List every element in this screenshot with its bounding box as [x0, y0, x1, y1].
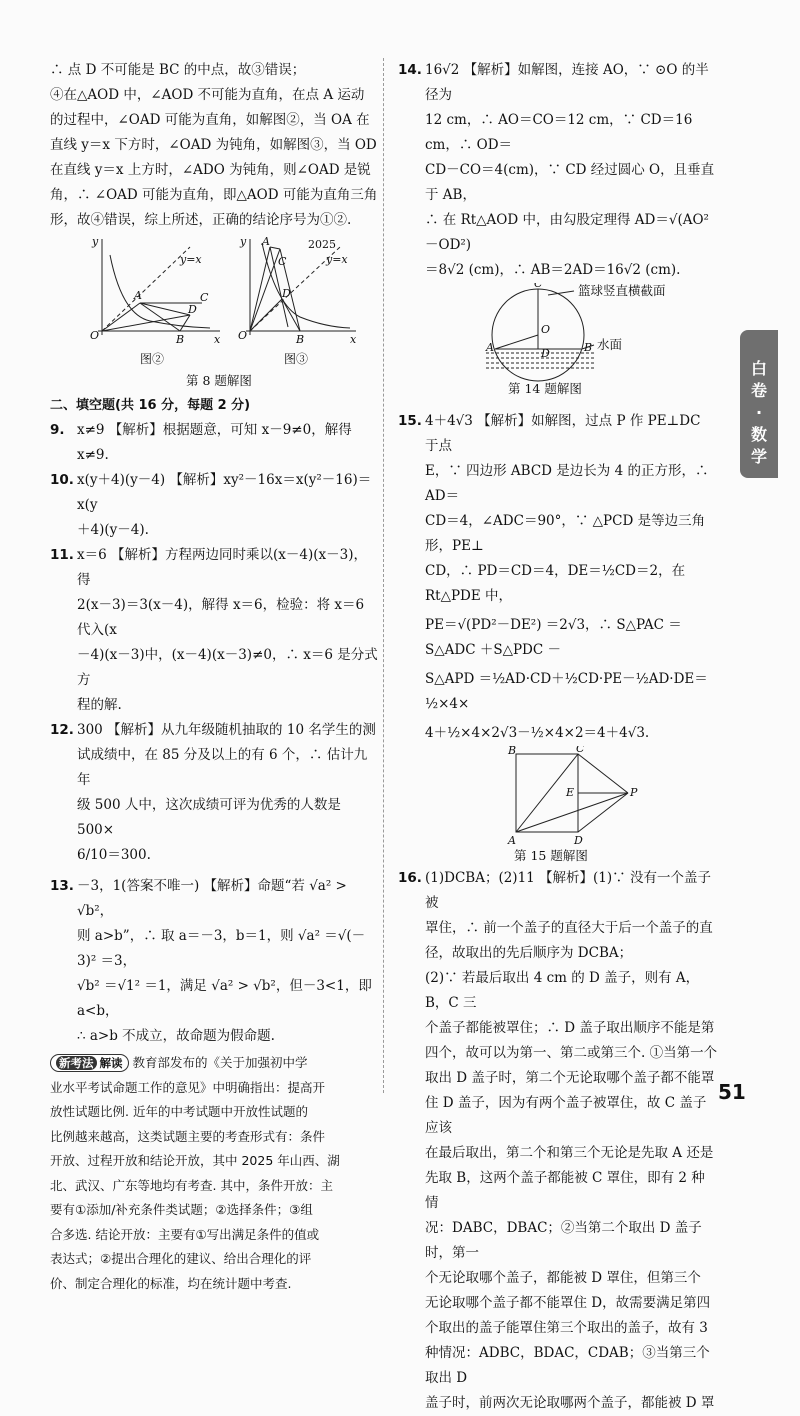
tab-char: 学 — [750, 447, 767, 466]
question-14 — [398, 58, 718, 283]
question-number: 14. — [398, 62, 422, 78]
text-line: 直线 y＝x 下方时，∠OAD 为钝角，如解图③，当 OD — [50, 137, 377, 153]
note-badge — [50, 1054, 129, 1072]
text-line: 取出 D 盖子时，第二个无论取哪个盖子都不能罩 — [425, 1070, 715, 1086]
text-line: 试成绩中，在 85 分及以上的有 6 个，∴ 估计九年 — [77, 747, 368, 788]
text-line: CD，∴ PD＝CD＝4，DE＝½CD＝2，在 Rt△PDE 中， — [425, 563, 686, 604]
figure-label: 篮球竖直横截面 — [578, 283, 666, 298]
sub-caption: 图③ — [284, 352, 309, 366]
text-line: 的过程中，∠OAD 可能为直角，如解图②，当 OA 在 — [50, 112, 370, 128]
text-line: (2)∵ 若最后取出 4 cm 的 D 盖子，则有 A，B，C 三 — [425, 970, 700, 1011]
question-number: 9. — [50, 422, 65, 438]
text-line: 则 a>b”，∴ 取 a＝－3，b＝1，则 √a² ＝√(－3)² ＝3， — [77, 928, 366, 969]
text-line: S△APD ＝½AD·CD＋½CD·PE－½AD·DE＝½×4× — [425, 671, 708, 712]
text-line: 4＋½×4×2√3－½×4×2＝4＋4√3. — [425, 725, 650, 741]
svg-text:A: A — [134, 289, 142, 302]
question-number: 12. — [50, 722, 74, 738]
note-line: 北、武汉、广东等地均有考查. 其中，条件开放：主 — [50, 1177, 333, 1193]
text-line: 在最后取出，第二个和第三个无论是先取 A 还是 — [425, 1145, 714, 1161]
note-badge-label: 解读 — [99, 1056, 123, 1070]
text-line: 形，故④错误，综上所述，正确的结论序号为①②. — [50, 212, 352, 228]
right-column — [398, 58, 718, 1416]
text-line: CD－CO＝4(cm)，∵ CD 经过圆心 O，且垂直于 AB， — [425, 162, 715, 203]
text-line: ∴ 在 Rt△AOD 中，由勾股定理得 AD＝√(AO²－OD²) — [425, 212, 709, 253]
text-line: ∴ 点 D 不可能是 BC 的中点，故③错误； — [50, 62, 306, 78]
figure-q8-graphs — [50, 235, 378, 391]
figure-label: 水面 — [597, 337, 623, 352]
figure-caption: 第 15 题解图 — [514, 848, 588, 863]
figure-q14-diagram — [398, 283, 718, 407]
left-column — [50, 58, 378, 1296]
question-13 — [50, 874, 378, 1049]
line-label: y=x — [326, 253, 348, 266]
svg-text:A: A — [508, 834, 516, 847]
note-line: 教育部发布的《关于加强初中学 — [132, 1055, 308, 1070]
svg-text:D: D — [188, 303, 197, 316]
svg-text:B: B — [176, 333, 185, 346]
note-line: 合多选. 结论开放：主要有①写出满足条件的值或 — [50, 1226, 320, 1242]
question-15 — [398, 409, 718, 746]
text-line: 16√2 【解析】如解图，连接 AO，∵ ⊙O 的半径为 — [425, 62, 709, 103]
text-line: x≠9 【解析】根据题意，可知 x－9≠0，解得 x≠9. — [77, 422, 352, 463]
text-line: 个无论取哪个盖子，都能被 D 罩住，但第三个 — [425, 1270, 701, 1286]
question-9 — [50, 418, 378, 468]
question-11 — [50, 543, 378, 718]
text-line: 无论取哪个盖子都不能罩住 D，故需要满足第四 — [425, 1295, 711, 1311]
svg-text:B: B — [296, 333, 305, 346]
text-line: E，∵ 四边形 ABCD 是边长为 4 的正方形，∴ AD＝ — [425, 463, 709, 504]
text-line: 径，故取出的先后顺序为 DCBA； — [425, 945, 633, 961]
svg-text:x: x — [214, 333, 221, 346]
figure-q14 — [398, 283, 718, 409]
text-line: 6/10＝300. — [77, 847, 151, 863]
figure-year: 2025 — [308, 238, 336, 251]
figure-caption: 第 14 题解图 — [508, 381, 582, 396]
new-method-note — [50, 1051, 378, 1296]
text-line: 个取出的盖子能罩住第三个取出的盖子，故有 3 — [425, 1320, 708, 1336]
text-line: ＝8√2 (cm)，∴ AB＝2AD＝16√2 (cm). — [425, 262, 681, 278]
text-line: 种情况：ADBC，BDAC，CDAB；③当第三个取出 D — [425, 1345, 710, 1386]
question-12 — [50, 718, 378, 868]
text-line: CD＝4，∠ADC＝90°，∵ △PCD 是等边三角形，PE⊥ — [425, 513, 706, 554]
section-heading: 二、填空题(共 16 分，每题 2 分) — [50, 398, 251, 413]
text-line: 况：DABC，DBAC；②当第二个取出 D 盖子时，第一 — [425, 1220, 702, 1261]
column-divider — [383, 58, 384, 1093]
subject-side-tab — [740, 330, 778, 478]
question-number: 10. — [50, 472, 74, 488]
svg-text:D: D — [541, 347, 550, 360]
text-line: x＝6 【解析】方程两边同时乘以(x－4)(x－3)，得 — [77, 547, 367, 588]
page-number: 51 — [718, 1080, 746, 1104]
line-label: y=x — [180, 253, 202, 266]
text-line: (1)DCBA；(2)11 【解析】(1)∵ 没有一个盖子被 — [425, 870, 711, 911]
svg-text:C: C — [278, 255, 287, 268]
question-number: 13. — [50, 878, 74, 894]
text-line: －3，1(答案不唯一) 【解析】命题“若 √a² > √b²， — [77, 878, 347, 919]
svg-text:B: B — [508, 746, 517, 757]
svg-text:D: D — [574, 834, 583, 847]
svg-text:x: x — [350, 333, 357, 346]
text-line: 级 500 人中，这次成绩可评为优秀的人数是 500× — [77, 797, 341, 838]
text-line: －4)(x－3)中，(x－4)(x－3)≠0，∴ x＝6 是分式方 — [77, 647, 378, 688]
svg-text:C: C — [576, 746, 585, 755]
text-line: ∴ a>b 不成立，故命题为假命题. — [77, 1028, 275, 1044]
figure-q15 — [398, 746, 718, 866]
svg-text:A: A — [262, 235, 270, 248]
text-line: 在直线 y＝x 上方时，∠ADO 为钝角，则∠OAD 是锐 — [50, 162, 371, 178]
text-line: 盖子时，前两次无论取哪两个盖子，都能被 D 罩 — [425, 1395, 715, 1411]
question-16 — [398, 866, 718, 1416]
tab-char: 卷 — [750, 381, 767, 400]
tab-char: 白 — [750, 359, 767, 378]
svg-text:D: D — [282, 287, 291, 300]
svg-text:P: P — [630, 786, 638, 799]
tab-char: · — [755, 403, 763, 422]
svg-text:E: E — [566, 786, 575, 799]
sub-caption: 图② — [140, 352, 165, 366]
text-line: ＋4)(y－4). — [77, 522, 149, 538]
question-number: 16. — [398, 870, 422, 886]
text-line: x(y＋4)(y－4) 【解析】xy²－16x＝x(y²－16)＝x(y — [77, 472, 372, 513]
figure-q8 — [50, 235, 378, 393]
text-line: √b² ＝√1² ＝1，满足 √a² > √b²，但－3<1，即 a<b， — [77, 978, 372, 1019]
tab-char: 数 — [750, 425, 767, 444]
text-line: PE＝√(PD²－DE²) ＝2√3，∴ S△PAC ＝S△ADC ＋S△PDC － — [425, 617, 682, 658]
note-line: 开放、过程开放和结论开放，其中 2025 年山西、湖 — [50, 1153, 340, 1168]
svg-text:y: y — [92, 235, 99, 248]
text-line: 4＋4√3 【解析】如解图，过点 P 作 PE⊥DC 于点 — [425, 413, 701, 454]
note-badge-label: 新考法 — [56, 1056, 97, 1070]
svg-text:B: B — [584, 341, 593, 354]
svg-text:O: O — [238, 329, 248, 342]
figure-q15-diagram — [398, 746, 718, 864]
svg-text:O: O — [541, 323, 551, 336]
note-line: 业水平考试命题工作的意见》中明确指出：提高开 — [50, 1079, 326, 1095]
text-line: 12 cm，∴ AO＝CO＝12 cm，∵ CD＝16 cm，∴ OD＝ — [425, 112, 693, 153]
question-number: 15. — [398, 413, 422, 429]
text-line: 个盖子都能被罩住；∴ D 盖子取出顺序不能是第 — [425, 1020, 715, 1036]
note-line: 比例越来越高，这类试题主要的考查形式有：条件 — [50, 1128, 326, 1144]
text-line: 300 【解析】从九年级随机抽取的 10 名学生的测 — [77, 722, 376, 738]
svg-text:C: C — [534, 283, 543, 290]
text-line: 四个，故可以为第一、第二或第三个. ①当第一个 — [425, 1045, 718, 1061]
svg-text:A: A — [486, 341, 494, 354]
text-line: ④在△AOD 中，∠AOD 不可能为直角，在点 A 运动 — [50, 87, 365, 103]
text-line: 罩住，∴ 前一个盖子的直径大于后一个盖子的直 — [425, 920, 713, 936]
note-line: 价、制定合理化的标准，均在统计题中考查. — [50, 1275, 292, 1291]
text-line: 住 D 盖子，因为有两个盖子被罩住，故 C 盖子应该 — [425, 1095, 707, 1136]
svg-text:C: C — [200, 291, 209, 304]
question-10 — [50, 468, 378, 543]
text-line: 2(x－3)＝3(x－4)，解得 x＝6，检验：将 x＝6 代入(x — [77, 597, 365, 638]
figure-caption: 第 8 题解图 — [186, 373, 252, 388]
note-line: 放性试题比例. 近年的中考试题中开放性试题的 — [50, 1104, 308, 1119]
note-line: 要有①添加/补充条件类试题；②选择条件；③组 — [50, 1202, 313, 1217]
text-line: 角，∴ ∠OAD 可能为直角，即△AOD 可能为直角三角 — [50, 187, 378, 203]
svg-text:O: O — [90, 329, 100, 342]
question-number: 11. — [50, 547, 74, 563]
svg-text:y: y — [240, 235, 247, 248]
note-line: 表达式；②提出合理化的建议、给出合理化的评 — [50, 1251, 312, 1266]
text-line: 程的解. — [77, 697, 122, 713]
text-line: 先取 B，这两个盖子都能被 C 罩住，即有 2 种情 — [425, 1170, 705, 1211]
